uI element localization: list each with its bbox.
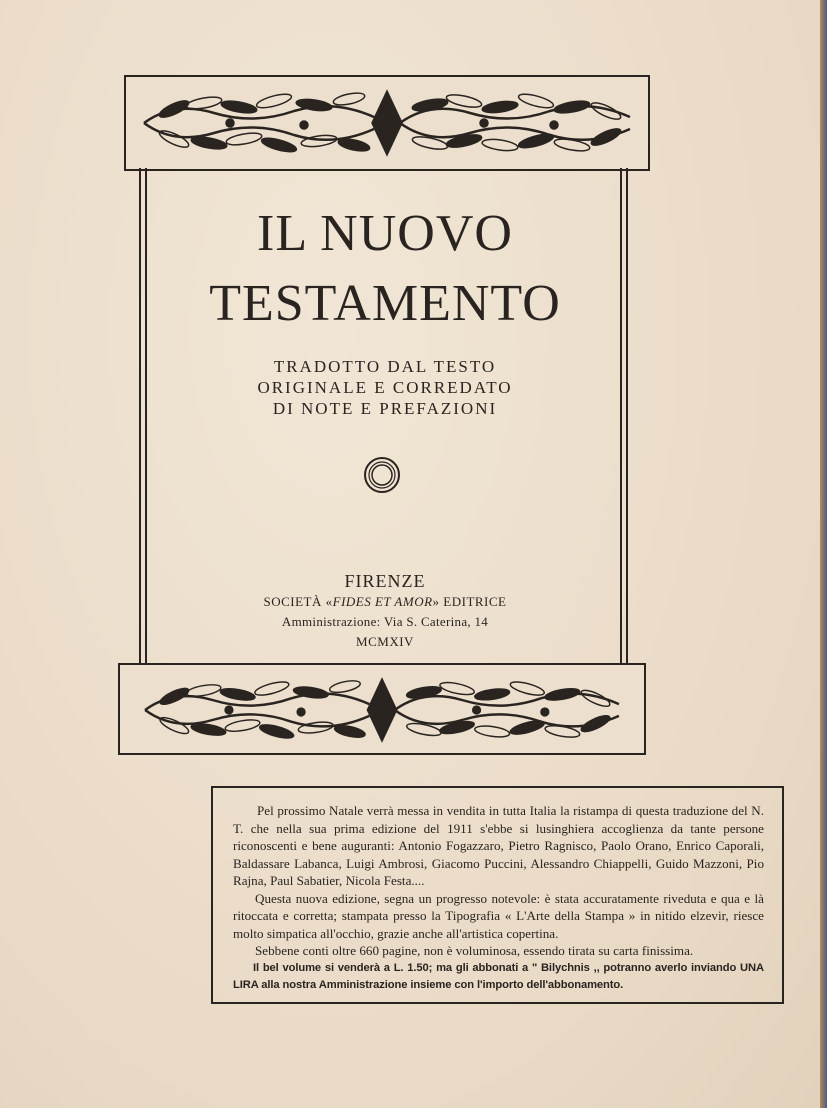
imprint-city: FIRENZE bbox=[344, 571, 426, 591]
publisher-suffix: » EDITRICE bbox=[432, 594, 507, 609]
imprint-year: MCMXIV bbox=[356, 634, 414, 649]
title-line-2: TESTAMENTO bbox=[209, 275, 561, 332]
subtitle-line-2: ORIGINALE E CORREDATO bbox=[257, 378, 513, 397]
notice-paragraph-1: Pel prossimo Natale verrà messa in vendita in tutta Italia la ristampa di questa traduzione del N. T. che nella sua prima edizione del 1911 s'ebbe si lusinghiera accoglienza da tante persone riconoscenti e bene auguranti: Antonio Fogazzaro, Pietro Ragnisco, Paolo Orano, Enrico Caporali, Baldassare Labanca, Luigi Ambrosi, Giacomo Puccini, Alessandro Chiappelli, Guido Mazzoni, Pio Rajna, Paul Sabatier, Nicola Festa.... bbox=[233, 803, 764, 888]
publisher-prefix: SOCIETÀ « bbox=[263, 594, 333, 609]
ring-ornament-icon bbox=[362, 455, 402, 495]
imprint-publisher bbox=[150, 594, 620, 610]
laurel-ornament-icon bbox=[128, 671, 636, 749]
subtitle bbox=[150, 356, 620, 419]
right-frame-rule bbox=[620, 168, 628, 664]
top-laurel-band bbox=[124, 75, 650, 171]
imprint-address: Amministrazione: Via S. Caterina, 14 bbox=[281, 614, 489, 629]
publisher-name: FIDES ET AMOR bbox=[332, 594, 433, 609]
bottom-laurel-band bbox=[118, 663, 646, 755]
subtitle-line-3: DI NOTE E PREFAZIONI bbox=[272, 399, 498, 418]
notice-box bbox=[211, 786, 784, 1004]
notice-offer: Il bel volume si venderà a L. 1.50; ma gli abbonati a " Bilychnis ,, potranno averlo inviando UNA LIRA alla nostra Amministrazione insieme con l'importo dell'abbonamento. bbox=[233, 961, 764, 991]
subtitle-line-1: TRADOTTO DAL TESTO bbox=[273, 357, 497, 376]
page-edge bbox=[820, 0, 827, 1108]
laurel-ornament-icon bbox=[134, 83, 640, 163]
title-line-1: IL NUOVO bbox=[257, 205, 513, 262]
notice-paragraph-2: Questa nuova edizione, segna un progresso notevole: è stata accuratamente riveduta e qua e là ritoccata e corretta; stampata presso la Tipografia « L'Arte della Stampa » in nitido elzevir, riesce molto simpatica all'occhio, grazie anche all'artistica copertina. bbox=[233, 890, 764, 941]
notice-paragraph-3: Sebbene conti oltre 660 pagine, non è voluminosa, essendo tirata su carta finissima. bbox=[255, 943, 694, 958]
left-frame-rule bbox=[139, 168, 147, 664]
